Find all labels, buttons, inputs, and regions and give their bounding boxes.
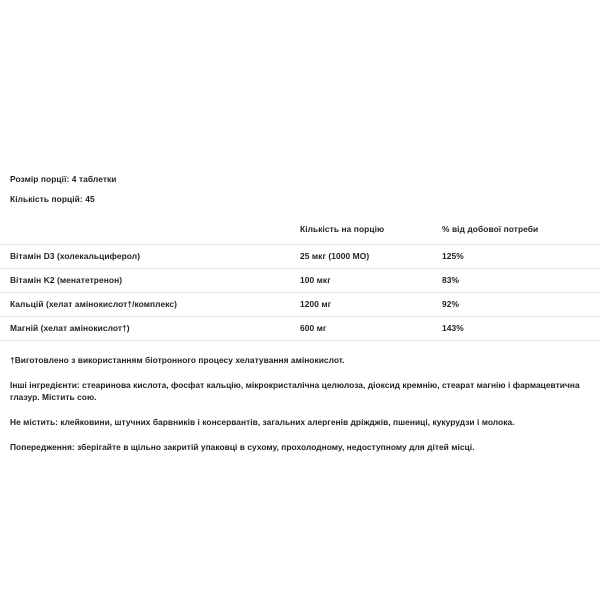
table-body: [0, 245, 600, 341]
nutrient-daily-value-cell: [432, 317, 600, 341]
nutrient-amount: 25 мкг (1000 МО): [300, 251, 370, 261]
column-header-nutrient: [0, 214, 290, 245]
nutrient-daily-value-cell: [432, 245, 600, 269]
table-header: [0, 214, 600, 245]
nutrient-name-cell: [0, 245, 290, 269]
nutrient-daily-value: 83%: [442, 275, 460, 285]
nutrient-amount-cell: [290, 269, 432, 293]
servings-per-container-line: Кількість порцій: 45: [10, 194, 95, 204]
nutrient-name: Магній (хелат амінокислот†): [10, 323, 130, 333]
nutrient-name: Вітамін D3 (холекальциферол): [10, 251, 141, 261]
nutrient-daily-value-cell: [432, 293, 600, 317]
nutrient-name: Вітамін K2 (менатетренон): [10, 275, 123, 285]
nutrient-name-cell: [0, 293, 290, 317]
nutrient-amount-cell: [290, 317, 432, 341]
nutrient-amount-cell: [290, 293, 432, 317]
table-row: [0, 269, 600, 293]
nutrient-amount-cell: [290, 245, 432, 269]
notes-section: [0, 354, 600, 453]
column-header-amount-per-serving: Кількість на порцію: [290, 214, 432, 245]
note-other-ingredients: Інші інгредієнти: стеаринова кислота, фосфат кальцію, мікрокристалічна целюлоза, діоксид кремнію, стеарат магнію і фармацевтична глазур. Містить сою.: [10, 380, 580, 402]
nutrient-amount: 600 мг: [300, 323, 327, 333]
nutrient-amount: 100 мкг: [300, 275, 331, 285]
table-row: [0, 245, 600, 269]
table-row: [0, 317, 600, 341]
serving-info-block: [0, 174, 600, 205]
nutrient-name-cell: [0, 269, 290, 293]
table-header-row: [0, 214, 600, 245]
note-chelate-footnote: †Виготовлено з використанням біотронного процесу хелатування амінокислот.: [10, 355, 345, 365]
nutrient-daily-value-cell: [432, 269, 600, 293]
column-header-daily-value: % від добової потреби: [432, 214, 600, 245]
nutrient-name: Кальцій (хелат амінокислот†/комплекс): [10, 299, 177, 309]
nutrient-daily-value: 143%: [442, 323, 464, 333]
supplement-facts-table: [0, 214, 600, 341]
nutrient-name-cell: [0, 317, 290, 341]
nutrient-daily-value: 125%: [442, 251, 464, 261]
nutrient-daily-value: 92%: [442, 299, 460, 309]
table-row: [0, 293, 600, 317]
serving-size-line: Розмір порції: 4 таблетки: [10, 174, 117, 184]
note-free-from: Не містить: клейковини, штучних барвників і консервантів, загальних алергенів дріжджів, пшениці, кукурудзи і молока.: [10, 417, 515, 427]
note-warning: Попередження: зберігайте в щільно закритій упаковці в сухому, прохолодному, недоступному для дітей місці.: [10, 442, 475, 452]
nutrient-amount: 1200 мг: [300, 299, 332, 309]
